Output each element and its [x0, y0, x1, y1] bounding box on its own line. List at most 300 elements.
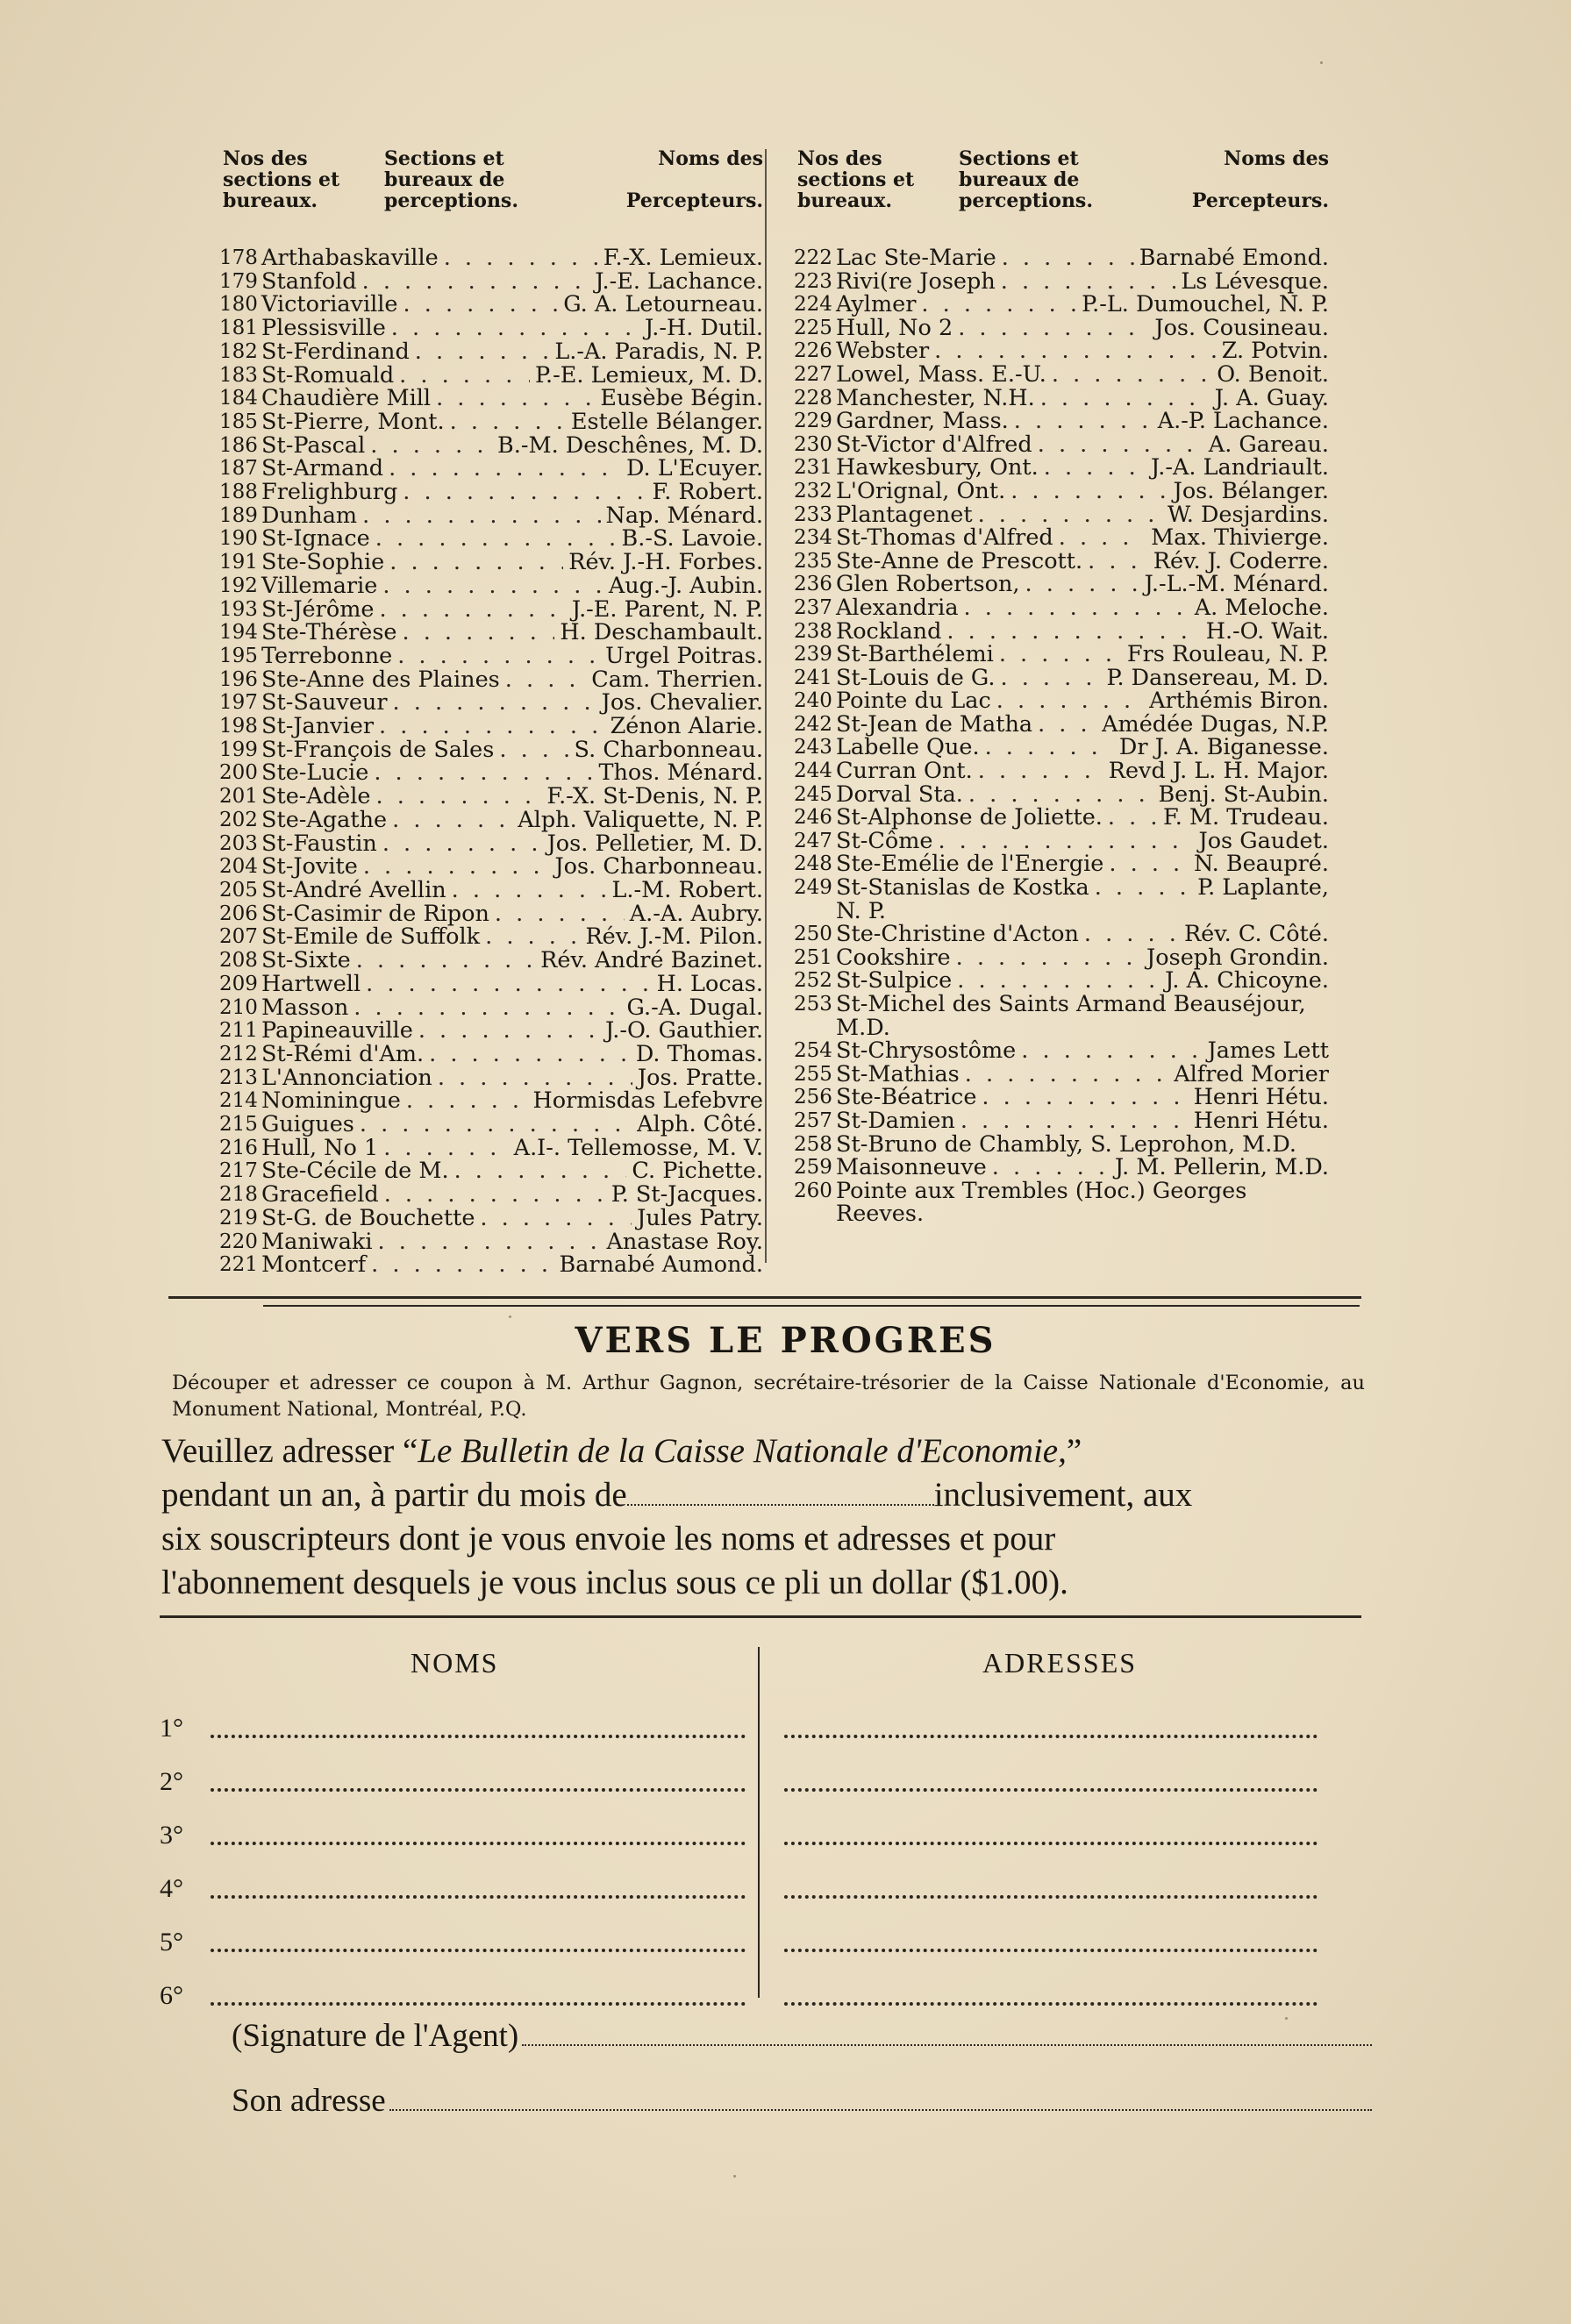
bulletin-title: Le Bulletin de la Caisse Nationale d'Economie,	[418, 1432, 1067, 1470]
section-name: St-Alphonse de Joliette.	[836, 804, 1103, 831]
collector-name: A. Gareau.	[1208, 431, 1329, 458]
section-name: St-Ferdinand	[261, 338, 410, 365]
section-number: 217	[219, 1159, 258, 1183]
leader-dots	[1038, 433, 1203, 457]
paper-speck	[1320, 61, 1323, 64]
section-number: 221	[219, 1253, 258, 1277]
collector-name: H. Locas.	[656, 970, 763, 997]
collector-name: B.-S. Lavoie.	[621, 525, 763, 552]
collector-name: W. Desjardins.	[1168, 501, 1329, 528]
directory-row	[794, 827, 1329, 854]
collector-name: Zénon Alarie.	[610, 713, 763, 740]
leader-dots	[946, 620, 1200, 644]
section-name: Ste-Christine d'Acton	[836, 921, 1079, 948]
section-number: 248	[794, 852, 832, 876]
horizontal-rule	[263, 1305, 1360, 1307]
leader-dots	[996, 689, 1144, 713]
directory-row	[219, 1040, 763, 1067]
section-entry-text: St-Michel des Saints Armand Beauséjour, M.D.	[836, 991, 1306, 1041]
section-name: Alexandria	[836, 594, 959, 621]
leader-dots	[415, 340, 550, 364]
request-line	[161, 1429, 1365, 1473]
collector-name: H.-O. Wait.	[1205, 617, 1329, 645]
section-name: L'Orignal, Ont.	[836, 477, 1006, 504]
directory-row	[219, 574, 763, 598]
collector-name: J. A. Guay.	[1214, 384, 1329, 411]
directory-row	[794, 664, 1329, 691]
subscriber-entry	[160, 1714, 1370, 1749]
directory-row	[794, 783, 1329, 807]
section-name: St-Mathias	[836, 1060, 960, 1087]
section-name: Hull, No 1	[261, 1134, 379, 1161]
section-number: 211	[219, 1019, 258, 1043]
section-name: St-Stanislas de Kostka	[836, 874, 1089, 902]
collector-name: Jos. Pratte.	[637, 1064, 763, 1091]
directory-row	[794, 410, 1329, 433]
leader-dots	[371, 1253, 553, 1277]
section-number: 204	[219, 855, 258, 879]
collector-name: Hormisdas Lefebvre	[532, 1087, 763, 1115]
section-name: St-Thomas d'Alfred	[836, 524, 1053, 552]
collector-name: Jos. Cousineau.	[1154, 314, 1329, 341]
leader-dots	[1000, 667, 1101, 690]
paper-speck	[509, 1315, 511, 1318]
leader-dots	[957, 969, 1160, 993]
section-name: Aylmer	[836, 291, 917, 318]
section-number: 202	[219, 808, 258, 831]
leader-dots	[960, 1109, 1189, 1133]
directory-row	[794, 293, 1329, 317]
section-number: 229	[794, 410, 832, 433]
section-number: 201	[219, 785, 258, 809]
section-name: St-Damien	[836, 1107, 955, 1134]
section-name: Lowel, Mass. E.-U.	[836, 360, 1046, 388]
section-number: 232	[794, 479, 832, 503]
collector-name: B.-M. Deschênes, M. D.	[497, 431, 763, 459]
directory-row	[794, 360, 1329, 388]
collector-name: F.-X. Lemieux.	[603, 245, 763, 271]
header-collectors	[623, 148, 763, 211]
section-entry-text: Pointe aux Trembles (Hoc.) Georges Reeves.	[836, 1177, 1247, 1228]
leader-dots	[1108, 806, 1158, 830]
leader-dots	[1010, 480, 1168, 503]
collector-name: J.-H. Dutil.	[645, 315, 763, 342]
collector-name: Henri Hétu.	[1193, 1107, 1329, 1134]
section-number: 189	[219, 503, 258, 527]
section-number: 200	[219, 761, 258, 785]
collector-name: Joseph Grondin.	[1146, 944, 1329, 971]
section-name: Papineauville	[261, 1017, 413, 1044]
entry-number: 1°	[160, 1714, 183, 1743]
directory-row	[219, 361, 763, 389]
leader-dots	[495, 902, 625, 926]
leader-dots	[499, 738, 568, 762]
column-header	[794, 145, 1329, 239]
collector-name: N. Beaupré.	[1193, 851, 1329, 878]
section-name: St-Sixte	[261, 947, 351, 974]
collector-name: D. Thomas.	[635, 1040, 763, 1067]
paper-speck	[733, 2175, 736, 2178]
directory-row	[794, 806, 1329, 830]
section-name: Victoriaville	[261, 291, 398, 318]
collector-directory	[219, 145, 1360, 1285]
collector-name: J. A. Chicoyne.	[1165, 967, 1329, 994]
leader-dots	[454, 1159, 627, 1183]
leader-dots	[438, 1066, 632, 1090]
section-number: 236	[794, 573, 832, 596]
collector-name: Revd J. L. H. Major.	[1108, 758, 1329, 785]
collector-name: O. Benoit.	[1217, 360, 1329, 388]
leader-dots	[964, 596, 1189, 620]
collector-name: Estelle Bélanger.	[570, 408, 763, 435]
column-divider	[765, 149, 767, 1263]
leader-dots	[353, 996, 621, 1020]
collector-name: Aug.-J. Aubin.	[608, 572, 763, 599]
leader-dots	[370, 434, 492, 458]
collector-name: L.-M. Robert.	[611, 876, 763, 903]
section-number: 193	[219, 597, 258, 621]
directory-row	[219, 504, 763, 528]
collector-name: D. L'Ecuyer.	[625, 455, 763, 482]
directory-row	[794, 1130, 1329, 1158]
subscriber-table	[160, 1647, 1370, 2033]
directory-row	[219, 1089, 763, 1113]
directory-row	[219, 1183, 763, 1207]
collector-name: F. M. Trudeau.	[1162, 804, 1329, 831]
directory-row-continuation	[794, 897, 1329, 924]
subscription-request-text	[161, 1429, 1365, 1605]
section-number: 239	[794, 643, 832, 667]
directory-row	[794, 946, 1329, 970]
directory-row	[794, 314, 1329, 341]
section-name: Ste-Adèle	[261, 783, 371, 810]
directory-row	[219, 668, 763, 692]
section-number: 227	[794, 362, 832, 386]
directory-row	[219, 1204, 763, 1231]
directory-row	[794, 1060, 1329, 1087]
section-entry-text: St-Bruno de Chambly, S. Leprohon, M.D.	[836, 1130, 1297, 1158]
collector-name: Barnabé Emond.	[1139, 245, 1329, 271]
section-number: 228	[794, 386, 832, 410]
directory-row	[219, 970, 763, 997]
section-name: Gardner, Mass.	[836, 408, 1009, 435]
collector-name: Rév. J. Coderre.	[1153, 547, 1329, 574]
directory-row	[219, 595, 763, 623]
directory-row	[219, 457, 763, 481]
directory-row	[219, 832, 763, 856]
address-field[interactable]	[784, 1788, 1317, 1792]
leader-dots	[429, 1043, 631, 1066]
address-field[interactable]	[784, 1949, 1317, 1952]
section-name: Rockland	[836, 617, 942, 645]
section-number: 259	[794, 1156, 832, 1180]
header-collectors-line1: Noms des	[658, 147, 763, 170]
leader-dots	[1052, 363, 1211, 387]
leader-dots	[982, 1086, 1188, 1109]
collector-name: Jules Patry.	[637, 1204, 763, 1231]
directory-row	[794, 526, 1329, 550]
section-name: Ste-Béatrice	[836, 1084, 977, 1111]
collector-name: Jos. Chevalier.	[601, 689, 763, 716]
collector-name: C. Pichette.	[632, 1158, 763, 1185]
leader-dots	[1021, 1039, 1202, 1063]
leader-dots	[978, 503, 1162, 527]
section-name: Frelighburg	[261, 479, 398, 506]
name-field[interactable]	[211, 1788, 746, 1792]
directory-row	[219, 431, 763, 459]
leader-dots	[384, 1183, 606, 1207]
section-name: Plessisville	[261, 315, 386, 342]
signature-label: (Signature de l'Agent)	[232, 2018, 519, 2054]
directory-row	[219, 527, 763, 551]
request-line: six souscripteurs dont je vous envoie les noms et adresses et pour	[161, 1520, 1056, 1558]
section-number: 260	[794, 1179, 832, 1202]
leader-dots	[968, 783, 1153, 807]
collector-name: Dr J. A. Biganesse.	[1118, 734, 1329, 761]
section-name: Masson	[261, 994, 349, 1021]
subscriber-entry	[160, 1767, 1370, 1802]
leader-dots	[403, 293, 559, 317]
section-number: 249	[794, 876, 832, 900]
section-name: St-Barthélemi	[836, 641, 994, 668]
leader-dots	[452, 879, 607, 902]
collector-name: Eusèbe Bégin.	[600, 385, 763, 412]
section-name: St-Armand	[261, 455, 384, 482]
section-number: 198	[219, 715, 258, 738]
leader-dots	[418, 1019, 600, 1043]
leader-dots	[1002, 246, 1134, 270]
leader-dots	[485, 925, 580, 949]
collector-name: J.-A. Landriault.	[1151, 454, 1329, 481]
leader-dots	[362, 504, 600, 528]
directory-row	[219, 996, 763, 1020]
request-text: Veuillez adresser “	[161, 1432, 418, 1470]
section-name: Pointe du Lac	[836, 688, 991, 715]
directory-row	[219, 691, 763, 715]
section-name: Hull, No 2	[836, 314, 953, 341]
directory-row	[794, 433, 1329, 457]
section-name: Labelle Que.	[836, 734, 980, 761]
collector-name: A.-P. Lachance.	[1157, 408, 1329, 435]
directory-row	[219, 340, 763, 364]
section-name: St-Janvier	[261, 713, 375, 740]
section-name: Curran Ont.	[836, 758, 973, 785]
directory-row	[794, 503, 1329, 527]
collector-name: P. St-Jacques.	[611, 1181, 763, 1208]
collector-name: Z. Potvin.	[1221, 338, 1329, 365]
section-number: 190	[219, 527, 258, 551]
section-number: 244	[794, 759, 832, 783]
section-number: 240	[794, 689, 832, 713]
directory-row	[219, 785, 763, 809]
request-text: pendant un an, à partir du mois de	[161, 1476, 627, 1514]
directory-row	[219, 293, 763, 317]
section-name: Ste-Thérèse	[261, 619, 397, 646]
section-name: St-Romuald	[261, 361, 395, 389]
collector-name: Ls Lévesque.	[1181, 267, 1329, 295]
directory-row	[219, 1159, 763, 1183]
section-number: 186	[219, 433, 258, 457]
directory-row	[794, 736, 1329, 759]
signature-field[interactable]	[522, 2023, 1372, 2046]
leader-dots	[375, 527, 617, 551]
section-name: St-Jérôme	[261, 595, 375, 623]
collector-name: Cam. Therrien.	[591, 666, 763, 693]
column-header	[219, 145, 763, 239]
directory-row	[794, 759, 1329, 783]
directory-row	[219, 642, 763, 669]
directory-row	[219, 902, 763, 926]
leader-dots	[399, 364, 530, 388]
directory-column-right	[794, 145, 1329, 1226]
leader-dots	[450, 410, 566, 434]
directory-row	[794, 876, 1329, 900]
leader-dots	[999, 643, 1122, 667]
leader-dots	[1095, 876, 1192, 900]
leader-dots	[1109, 852, 1189, 876]
section-name: St-Sulpice	[836, 967, 953, 994]
section-name: St-Faustin	[261, 830, 377, 857]
name-field[interactable]	[211, 1735, 746, 1738]
addresses-column-header: ADRESSES	[982, 1647, 1138, 1679]
section-name: Plantagenet	[836, 501, 973, 528]
collector-name: Jos. Pelletier, M. D.	[546, 830, 763, 857]
section-number: 192	[219, 574, 258, 597]
section-name: St-Chrysostôme	[836, 1037, 1017, 1065]
leader-dots	[1038, 713, 1096, 737]
section-name: Nominingue	[261, 1087, 401, 1115]
directory-row	[794, 1086, 1329, 1109]
header-section-numbers: Nos des sections et bureaux.	[223, 147, 340, 212]
entry-number: 5°	[160, 1928, 183, 1957]
leader-dots	[956, 946, 1141, 970]
collector-name: P.-L. Dumouchel, N. P.	[1082, 291, 1329, 318]
section-number: 256	[794, 1086, 832, 1109]
leader-dots	[383, 1137, 508, 1160]
leader-dots	[978, 759, 1103, 783]
section-name: St-Ignace	[261, 525, 370, 552]
leader-dots	[360, 1113, 632, 1137]
section-name: Dunham	[261, 502, 358, 529]
address-field[interactable]	[389, 2088, 1372, 2111]
collector-name: Alfred Morier	[1174, 1060, 1329, 1087]
section-name: Hartwell	[261, 970, 361, 997]
section-name: St-André Avellin	[261, 876, 446, 903]
leader-dots	[362, 270, 590, 294]
address-field[interactable]	[784, 1842, 1317, 1845]
section-name: St-Casimir de Ripon	[261, 900, 489, 927]
start-month-field[interactable]	[627, 1478, 934, 1506]
leader-dots	[1088, 550, 1148, 574]
collector-name: Alph. Valiquette, N. P.	[518, 806, 763, 833]
collector-name: Max. Thivierge.	[1151, 524, 1329, 552]
subscriber-entry	[160, 1928, 1370, 1963]
collector-name: Amédée Dugas, N.P.	[1102, 710, 1329, 738]
collector-name: Jos. Charbonneau.	[554, 853, 763, 880]
section-number: 199	[219, 738, 258, 761]
directory-row	[794, 547, 1329, 574]
section-number: 252	[794, 969, 832, 993]
directory-column-left	[219, 145, 763, 1277]
section-name: Ste-Anne des Plaines	[261, 666, 500, 693]
address-field[interactable]	[784, 1895, 1317, 1899]
section-number: 194	[219, 621, 258, 645]
request-text: inclusivement, aux	[933, 1476, 1193, 1514]
section-number: 250	[794, 923, 832, 946]
leader-dots	[382, 574, 603, 598]
section-name: Maniwaki	[261, 1228, 373, 1255]
name-field[interactable]	[211, 1895, 746, 1899]
section-number: 205	[219, 878, 258, 902]
section-number: 238	[794, 619, 832, 643]
section-name: Ste-Lucie	[261, 759, 369, 787]
leader-dots	[406, 1089, 528, 1113]
directory-row	[794, 246, 1329, 270]
name-field[interactable]	[211, 2002, 746, 2006]
request-line: l'abonnement desquels je vous inclus sous ce pli un dollar ($1.00).	[161, 1564, 1068, 1601]
coupon-instructions: Découper et adresser ce coupon à M. Arthur Gagnon, secrétaire-trésorier de la Caisse Nationale d'Economie, au Monument National, Montréal, P.Q.	[172, 1372, 1365, 1421]
names-column-header: NOMS	[411, 1647, 499, 1679]
directory-row	[219, 876, 763, 903]
address-field[interactable]	[784, 1735, 1317, 1738]
directory-row	[794, 617, 1329, 645]
section-name: Lac Ste-Marie	[836, 245, 996, 271]
address-field[interactable]	[784, 2002, 1317, 2006]
collector-name: J.-L.-M. Ménard.	[1144, 571, 1329, 598]
section-number: 237	[794, 595, 832, 619]
name-field[interactable]	[211, 1842, 746, 1845]
directory-row	[219, 738, 763, 762]
directory-row	[794, 993, 1329, 1039]
section-name: Ste-Sophie	[261, 549, 385, 576]
leader-dots	[374, 761, 593, 785]
section-number: 253	[794, 993, 832, 1016]
section-number: 247	[794, 829, 832, 852]
leader-dots	[393, 691, 596, 715]
directory-row	[219, 246, 763, 270]
collector-name: A.-A. Aubry.	[629, 900, 763, 927]
section-number: 225	[794, 316, 832, 339]
directory-row	[794, 969, 1329, 993]
section-number: 215	[219, 1113, 258, 1137]
section-name: St-Pierre, Mont.	[261, 408, 445, 435]
directory-rows-right	[794, 246, 1329, 1226]
section-number: 185	[219, 410, 258, 433]
section-number: 209	[219, 972, 258, 995]
collector-name: Anastase Roy.	[606, 1228, 763, 1255]
section-number: 213	[219, 1066, 258, 1089]
directory-row	[219, 949, 763, 973]
section-number: 230	[794, 432, 832, 456]
section-number: 188	[219, 481, 258, 504]
directory-row	[219, 1019, 763, 1043]
section-number: 214	[219, 1089, 258, 1113]
section-number: 235	[794, 549, 832, 573]
section-number: 257	[794, 1109, 832, 1132]
leader-dots	[444, 246, 598, 270]
section-number: 234	[794, 526, 832, 550]
section-name: Webster	[836, 338, 930, 365]
section-number: 246	[794, 806, 832, 830]
name-field[interactable]	[211, 1949, 746, 1952]
directory-row	[794, 1177, 1329, 1228]
leader-dots	[376, 785, 542, 809]
section-name: St-Emile de Suffolk	[261, 923, 481, 951]
section-number: 208	[219, 949, 258, 973]
horizontal-rule	[160, 1615, 1361, 1618]
section-number: 242	[794, 712, 832, 736]
header-collectors-line2: Percepteurs.	[1191, 189, 1329, 212]
